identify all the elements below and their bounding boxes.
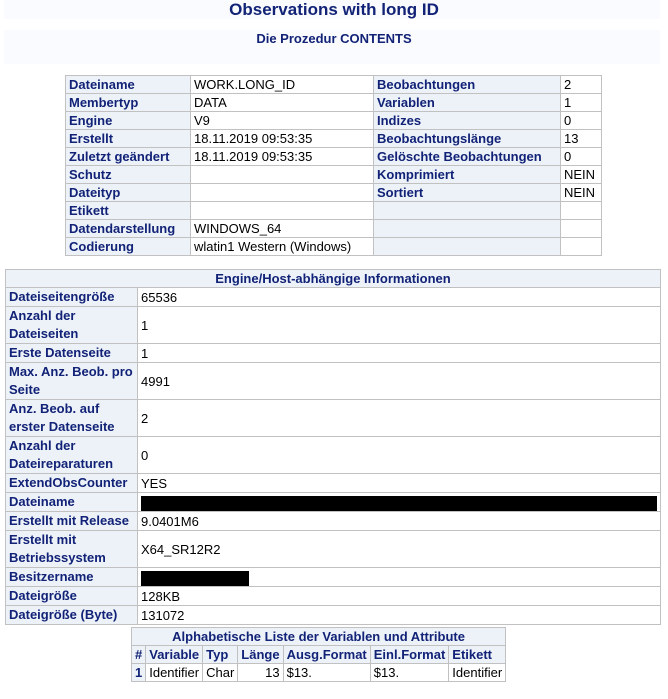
attribute-row bbox=[66, 166, 602, 184]
variable-cell: $13. bbox=[371, 664, 450, 682]
column-header: Typ bbox=[203, 646, 238, 664]
redacted-value bbox=[141, 496, 657, 511]
attribute-label: Schutz bbox=[66, 166, 191, 184]
engine-row bbox=[6, 307, 661, 344]
attribute-value bbox=[191, 202, 374, 220]
variables-caption: Alphabetische Liste der Variablen und Attribute bbox=[132, 628, 506, 646]
attribute-value bbox=[191, 166, 374, 184]
attribute-value: 18.11.2019 09:53:35 bbox=[191, 148, 374, 166]
attribute-label: Beobachtungslänge bbox=[374, 130, 561, 148]
variables-caption-row bbox=[132, 628, 506, 646]
engine-value: 128KB bbox=[138, 587, 661, 606]
attribute-label: Beobachtungen bbox=[374, 76, 561, 94]
redacted-value bbox=[141, 571, 249, 586]
engine-value: 1 bbox=[138, 344, 661, 363]
engine-row bbox=[6, 568, 661, 587]
attribute-label: Erstellt bbox=[66, 130, 191, 148]
engine-label: ExtendObsCounter bbox=[6, 474, 138, 493]
attribute-label: Zuletzt geändert bbox=[66, 148, 191, 166]
engine-row bbox=[6, 512, 661, 531]
engine-label: Anz. Beob. auf erster Datenseite bbox=[6, 400, 138, 437]
attribute-label: Membertyp bbox=[66, 94, 191, 112]
engine-label: Dateigröße (Byte) bbox=[6, 606, 138, 625]
engine-row bbox=[6, 288, 661, 307]
engine-value: 4991 bbox=[138, 363, 661, 400]
engine-label: Dateiname bbox=[6, 493, 138, 512]
attribute-label: Etikett bbox=[66, 202, 191, 220]
attribute-value: NEIN bbox=[561, 184, 602, 202]
attribute-value bbox=[561, 238, 602, 256]
engine-host-table bbox=[5, 269, 661, 625]
attribute-row bbox=[66, 220, 602, 238]
attribute-value: 0 bbox=[561, 148, 602, 166]
attribute-value: 2 bbox=[561, 76, 602, 94]
column-header: Etikett bbox=[449, 646, 506, 664]
engine-label: Anzahl der Dateireparaturen bbox=[6, 437, 138, 474]
attribute-label: Gelöschte Beobachtungen bbox=[374, 148, 561, 166]
engine-row bbox=[6, 493, 661, 512]
column-header: Länge bbox=[238, 646, 283, 664]
engine-row bbox=[6, 587, 661, 606]
engine-label: Erstellt mit Release bbox=[6, 512, 138, 531]
page-title: Observations with long ID bbox=[229, 0, 439, 19]
attribute-value: DATA bbox=[191, 94, 374, 112]
engine-value bbox=[138, 568, 661, 587]
engine-row bbox=[6, 400, 661, 437]
attribute-label bbox=[374, 202, 561, 220]
engine-caption-row bbox=[6, 270, 661, 288]
attribute-label: Codierung bbox=[66, 238, 191, 256]
attribute-value bbox=[561, 220, 602, 238]
engine-row bbox=[6, 474, 661, 493]
engine-value: 9.0401M6 bbox=[138, 512, 661, 531]
attribute-value: 0 bbox=[561, 112, 602, 130]
engine-value bbox=[138, 493, 661, 512]
row-number: 1 bbox=[132, 664, 146, 682]
column-header: Ausg.Format bbox=[284, 646, 371, 664]
variables-table bbox=[131, 627, 506, 682]
engine-row bbox=[6, 531, 661, 568]
attribute-value: WINDOWS_64 bbox=[191, 220, 374, 238]
engine-label: Erstellt mit Betriebssystem bbox=[6, 531, 138, 568]
variable-cell: 13 bbox=[238, 664, 283, 682]
attribute-value bbox=[561, 202, 602, 220]
attribute-row bbox=[66, 184, 602, 202]
variable-cell: Char bbox=[203, 664, 238, 682]
attribute-value: V9 bbox=[191, 112, 374, 130]
attribute-value: wlatin1 Western (Windows) bbox=[191, 238, 374, 256]
attribute-row bbox=[66, 238, 602, 256]
attribute-row bbox=[66, 94, 602, 112]
attribute-value: 18.11.2019 09:53:35 bbox=[191, 130, 374, 148]
column-header: # bbox=[132, 646, 146, 664]
engine-caption: Engine/Host-abhängige Informationen bbox=[6, 270, 661, 288]
attribute-value: WORK.LONG_ID bbox=[191, 76, 374, 94]
attribute-value: 13 bbox=[561, 130, 602, 148]
variable-cell: Identifier bbox=[449, 664, 506, 682]
attribute-label: Sortiert bbox=[374, 184, 561, 202]
engine-label: Erste Datenseite bbox=[6, 344, 138, 363]
engine-row bbox=[6, 344, 661, 363]
attribute-label: Engine bbox=[66, 112, 191, 130]
engine-value: 65536 bbox=[138, 288, 661, 307]
attribute-row bbox=[66, 76, 602, 94]
attribute-value: 1 bbox=[561, 94, 602, 112]
engine-value: X64_SR12R2 bbox=[138, 531, 661, 568]
engine-label: Anzahl der Dateiseiten bbox=[6, 307, 138, 344]
engine-row bbox=[6, 437, 661, 474]
engine-label: Max. Anz. Beob. pro Seite bbox=[6, 363, 138, 400]
engine-row bbox=[6, 606, 661, 625]
engine-label: Dateigröße bbox=[6, 587, 138, 606]
engine-value: 0 bbox=[138, 437, 661, 474]
attribute-label: Dateityp bbox=[66, 184, 191, 202]
engine-value: YES bbox=[138, 474, 661, 493]
attribute-label: Dateiname bbox=[66, 76, 191, 94]
attribute-label: Komprimiert bbox=[374, 166, 561, 184]
engine-label: Dateiseitengröße bbox=[6, 288, 138, 307]
column-header: Variable bbox=[146, 646, 203, 664]
variable-cell: Identifier bbox=[146, 664, 203, 682]
variable-cell: $13. bbox=[284, 664, 371, 682]
attribute-value bbox=[191, 184, 374, 202]
engine-row bbox=[6, 363, 661, 400]
attribute-value: NEIN bbox=[561, 166, 602, 184]
attribute-row bbox=[66, 130, 602, 148]
procedure-title: Die Prozedur CONTENTS bbox=[256, 31, 412, 46]
attribute-label: Datendarstellung bbox=[66, 220, 191, 238]
attribute-label: Indizes bbox=[374, 112, 561, 130]
attribute-label bbox=[374, 238, 561, 256]
attribute-row bbox=[66, 148, 602, 166]
variables-header-row bbox=[132, 646, 506, 664]
attribute-row bbox=[66, 112, 602, 130]
attribute-label bbox=[374, 220, 561, 238]
engine-label: Besitzername bbox=[6, 568, 138, 587]
attribute-row bbox=[66, 202, 602, 220]
engine-value: 1 bbox=[138, 307, 661, 344]
engine-value: 2 bbox=[138, 400, 661, 437]
attributes-table bbox=[65, 75, 602, 256]
attribute-label: Variablen bbox=[374, 94, 561, 112]
engine-value: 131072 bbox=[138, 606, 661, 625]
column-header: Einl.Format bbox=[371, 646, 450, 664]
variable-row bbox=[132, 664, 506, 682]
